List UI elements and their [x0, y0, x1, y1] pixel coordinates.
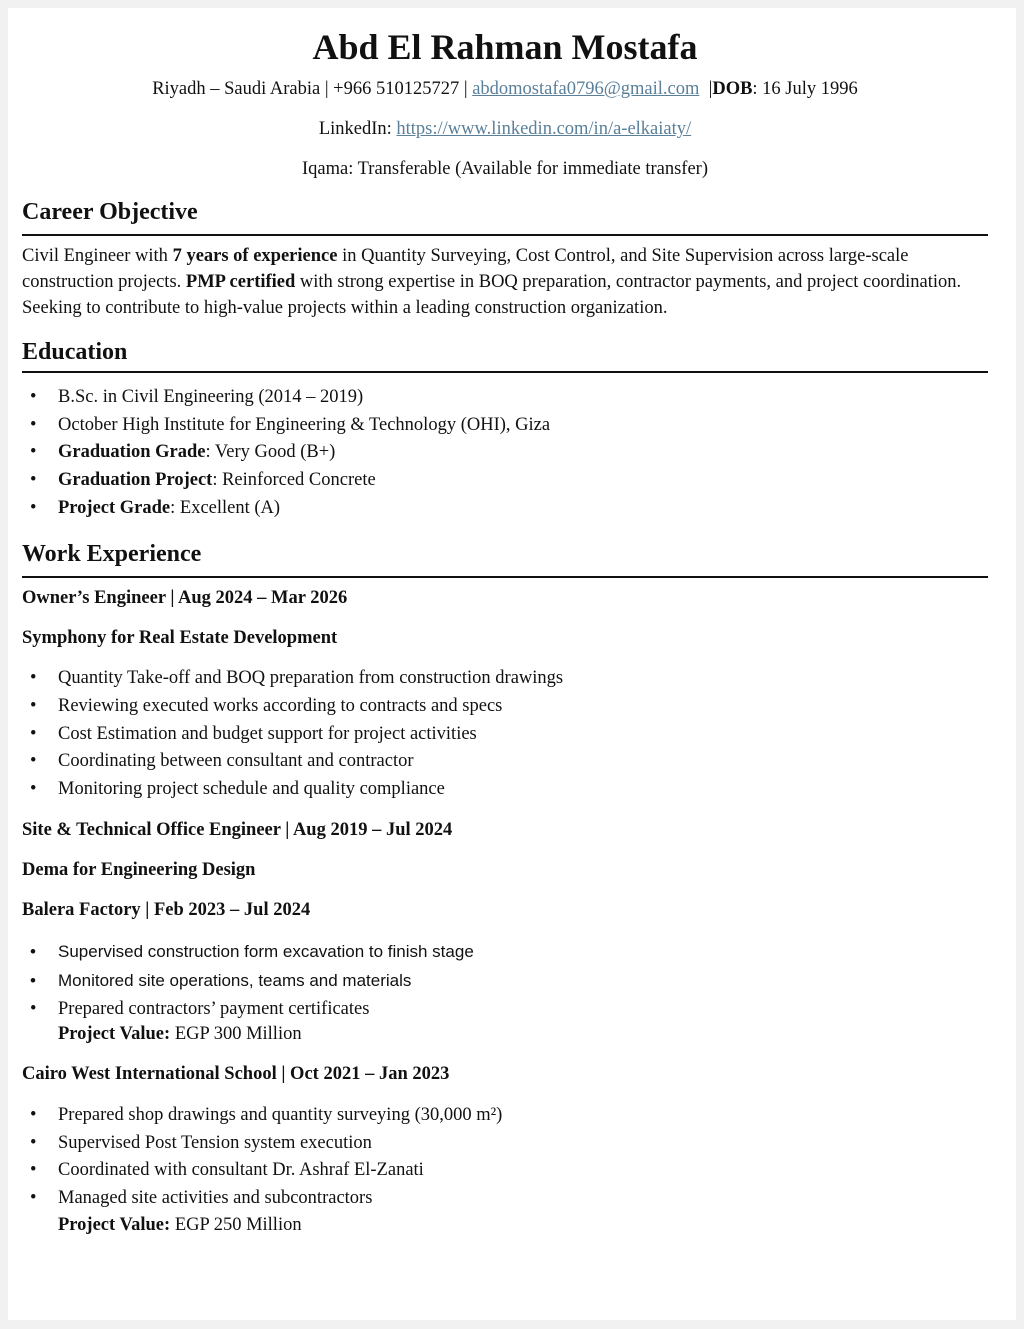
text: Civil Engineer with [22, 246, 173, 266]
text: : Excellent (A) [170, 497, 281, 518]
label: Project Grade [58, 497, 171, 518]
project-value-amount: EGP 250 Million [170, 1214, 302, 1235]
job-title: Site & Technical Office Engineer | Aug 2019 – Jul 2024 [22, 820, 453, 840]
list-item: • Cost Estimation and budget support for project activities [22, 721, 988, 749]
resume-page [8, 8, 1016, 1320]
list-item: • Prepared shop drawings and quantity surveying (30,000 m²) [22, 1102, 988, 1130]
contact-line [22, 69, 988, 109]
education-heading: Education [22, 337, 988, 373]
list-item: • Coordinating between consultant and contractor [22, 748, 988, 776]
career-objective-heading: Career Objective [22, 197, 988, 236]
company-name: Symphony for Real Estate Development [22, 628, 338, 649]
project-duties-list [22, 937, 988, 1024]
list-item [22, 412, 988, 440]
label: Graduation Grade [58, 442, 206, 463]
project-value-label: Project Value: [58, 1023, 171, 1044]
list-item: • Reviewing executed works according to contracts and specs [22, 693, 988, 721]
list-item [22, 495, 988, 523]
text: B.Sc. in Civil Engineering (2014 – 2019) [58, 387, 364, 407]
text: : Reinforced Concrete [212, 470, 376, 491]
education-list [22, 384, 988, 523]
list-item: • Supervised construction form excavation to finish stage [22, 937, 988, 966]
dob-value: : 16 July 1996 [752, 79, 858, 99]
linkedin-label: LinkedIn: [318, 119, 397, 139]
list-item: • Managed site activities and subcontractors [22, 1185, 988, 1213]
project-value [22, 1213, 988, 1237]
list-item: • Monitoring project schedule and quality compliance [22, 776, 988, 804]
dob-label: DOB [712, 79, 753, 99]
pmp-certified: PMP certified [185, 272, 296, 292]
list-item [22, 439, 988, 467]
project-duties-list [22, 1102, 988, 1213]
text: with strong expertise in BOQ preparation, contractor payments, and project coordination. Seeking to contribute to high-value projects within a leading construction organization. [22, 272, 962, 318]
list-item [22, 384, 988, 412]
project-value-amount: EGP 300 Million [170, 1023, 302, 1044]
email-link[interactable]: abdomostafa0796@gmail.com [472, 79, 700, 99]
list-item: • Monitored site operations, teams and materials [22, 966, 988, 995]
text: October High Institute for Engineering & Technology (OHI), Giza [58, 414, 551, 435]
dob-separator: | [699, 79, 713, 99]
list-item: • Prepared contractors’ payment certificates [22, 995, 988, 1024]
list-item: • Quantity Take-off and BOQ preparation from construction drawings [22, 665, 988, 693]
list-item: • Coordinated with consultant Dr. Ashraf El-Zanati [22, 1157, 988, 1185]
text: in Quantity Surveying, Cost Control, and Site Supervision across large-scale construction projects. [22, 246, 909, 292]
candidate-name: Abd El Rahman Mostafa [312, 27, 698, 67]
label: Graduation Project [58, 470, 213, 491]
project-title: Cairo West International School | Oct 2021 – Jan 2023 [22, 1064, 450, 1084]
location-phone: Riyadh – Saudi Arabia | +966 510125727 | [152, 79, 473, 99]
project-title: Balera Factory | Feb 2023 – Jul 2024 [22, 900, 311, 920]
text: : Very Good (B+) [205, 442, 336, 463]
linkedin-line [22, 109, 988, 149]
iqama-line: Iqama: Transferable (Available for immediate transfer) [302, 159, 708, 179]
career-objective-text [22, 243, 988, 321]
project-value [22, 1022, 988, 1047]
project-value-label: Project Value: [58, 1214, 171, 1235]
job-duties-list [22, 665, 988, 804]
work-experience-heading: Work Experience [22, 539, 988, 578]
list-item: • Supervised Post Tension system execution [22, 1130, 988, 1158]
linkedin-link[interactable]: https://www.linkedin.com/in/a-elkaiaty/ [396, 119, 692, 139]
list-item [22, 467, 988, 495]
company-name: Dema for Engineering Design [22, 860, 256, 880]
job-title: Owner’s Engineer | Aug 2024 – Mar 2026 [22, 588, 348, 609]
years-experience: 7 years of experience [172, 246, 338, 266]
